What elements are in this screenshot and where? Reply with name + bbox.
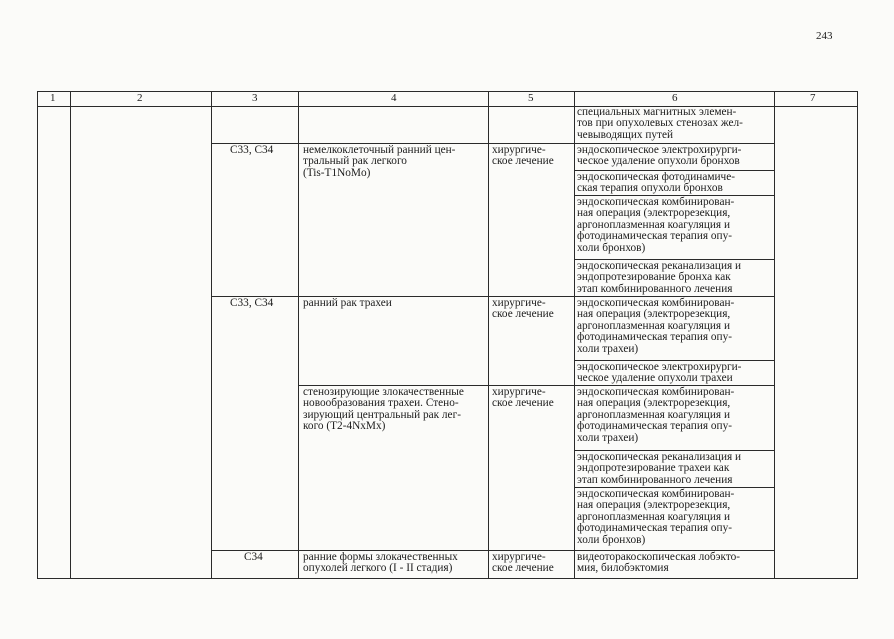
table-border-bottom bbox=[37, 578, 857, 579]
column-header-3: 3 bbox=[252, 92, 258, 104]
procedure-cell: эндоскопическая комбинирован- ная операция (электрорезекция, аргоноплазменная коагуляция и фотодинамическая терапия опу- холи трахеи) bbox=[577, 297, 735, 355]
column-divider bbox=[298, 91, 299, 579]
column-header-1: 1 bbox=[50, 92, 56, 104]
icd-code-cell: С33, С34 bbox=[230, 297, 274, 309]
procedure-cell: эндоскопическое электрохирурги- ческое удаление опухоли трахеи bbox=[577, 361, 742, 385]
treatment-type-cell: хирургиче- ское лечение bbox=[492, 144, 554, 168]
icd-code-cell: С34 bbox=[244, 551, 263, 563]
column-divider bbox=[211, 91, 212, 579]
column-header-5: 5 bbox=[528, 92, 534, 104]
procedure-cell: эндоскопическая комбинирован- ная операция (электрорезекция, аргоноплазменная коагуляция и фотодинамическая терапия опу- холи бронхов) bbox=[577, 196, 735, 254]
column-header-2: 2 bbox=[137, 92, 143, 104]
column-header-7: 7 bbox=[810, 92, 816, 104]
procedure-cell: эндоскопическая реканализация и эндопротезирование трахеи как этап комбинированного лечения bbox=[577, 451, 742, 486]
procedure-cell: эндоскопическая реканализация и эндопротезирование бронха как этап комбинированного лечения bbox=[577, 260, 742, 295]
procedure-cell: эндоскопическая фотодинамиче- ская терапия опухоли бронхов bbox=[577, 171, 736, 195]
table-border-top bbox=[37, 91, 857, 92]
procedure-cell: эндоскопическая комбинирован- ная операция (электрорезекция, аргоноплазменная коагуляция и фотодинамическая терапия опу- холи бронхов) bbox=[577, 488, 735, 546]
table-border-left bbox=[37, 91, 38, 579]
procedure-cell: эндоскопическое электрохирурги- ческое удаление опухоли бронхов bbox=[577, 144, 742, 168]
diagnosis-cell: ранние формы злокачественных опухолей легкого (I - II стадия) bbox=[303, 551, 458, 575]
column-divider bbox=[70, 91, 71, 579]
treatment-type-cell: хирургиче- ское лечение bbox=[492, 386, 554, 410]
page-number: 243 bbox=[816, 30, 833, 42]
column-divider bbox=[774, 91, 775, 579]
diagnosis-cell: немелкоклеточный ранний цен- тральный рак легкого (Tis-T1NoMo) bbox=[303, 144, 456, 179]
column-divider bbox=[488, 91, 489, 579]
diagnosis-cell: ранний рак трахеи bbox=[303, 297, 392, 309]
treatment-type-cell: хирургиче- ское лечение bbox=[492, 297, 554, 321]
column-divider bbox=[574, 91, 575, 579]
treatment-type-cell: хирургиче- ское лечение bbox=[492, 551, 554, 575]
column-header-4: 4 bbox=[391, 92, 397, 104]
procedure-cell: видеоторакоскопическая лобэкто- мия, билобэктомия bbox=[577, 551, 741, 575]
column-header-6: 6 bbox=[672, 92, 678, 104]
table-border-right bbox=[857, 91, 858, 579]
icd-code-cell: С33, С34 bbox=[230, 144, 274, 156]
procedure-cell: специальных магнитных элемен- тов при опухолевых стенозах жел- чевыводящих путей bbox=[577, 106, 743, 141]
procedure-cell: эндоскопическая комбинирован- ная операция (электрорезекция, аргоноплазменная коагуляция и фотодинамическая терапия опу- холи трахеи) bbox=[577, 386, 735, 444]
diagnosis-cell: стенозирующие злокачественные новообразования трахеи. Стено- зирующий центральный рак лег- кого (Т2-4NxMx) bbox=[303, 386, 464, 433]
